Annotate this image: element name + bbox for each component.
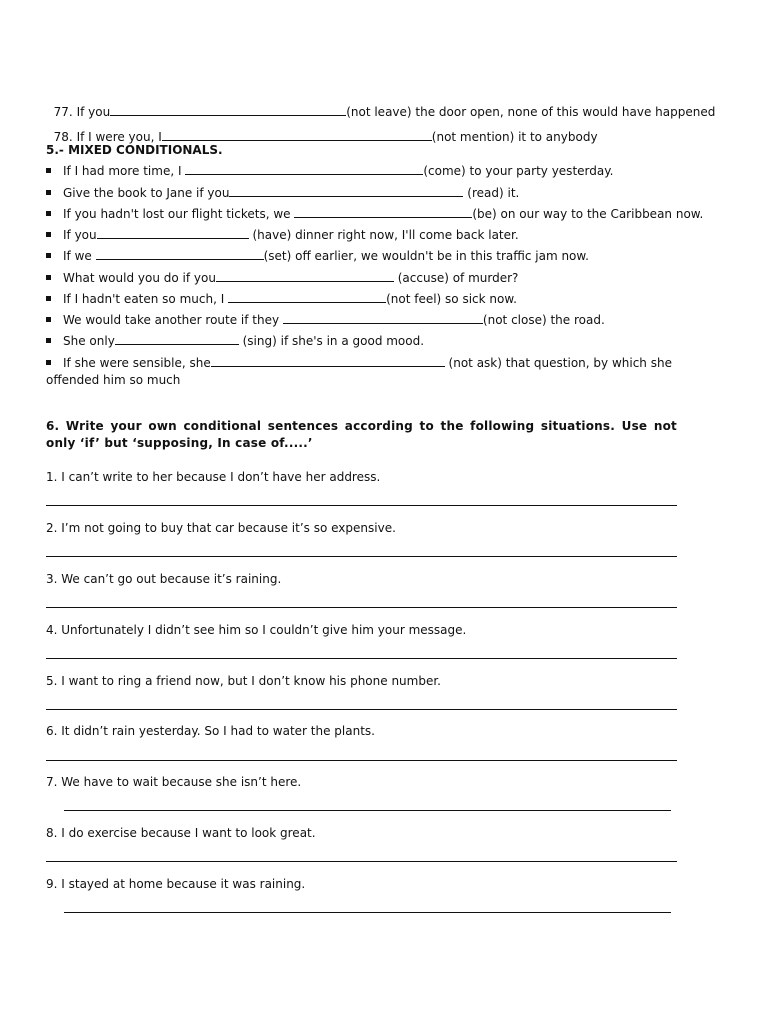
section-5-heading: 5.- MIXED CONDITIONALS.: [46, 143, 223, 157]
answer-blank[interactable]: [96, 248, 264, 260]
answer-line-1[interactable]: [46, 505, 677, 506]
item-text-after: (come) to your party yesterday.: [423, 164, 614, 178]
answer-blank[interactable]: [294, 206, 472, 218]
answer-line-6[interactable]: [46, 760, 677, 761]
item-text-after: (have) dinner right now, I'll come back later.: [248, 228, 519, 242]
list-item: [46, 333, 424, 349]
item-text-after: (read) it.: [463, 186, 520, 200]
situation-prompt-1: 1. I can’t write to her because I don’t have her address.: [46, 470, 381, 484]
situation-prompt-8: 8. I do exercise because I want to look great.: [46, 826, 316, 840]
answer-blank[interactable]: [115, 333, 239, 345]
item-number: 77.: [53, 105, 73, 119]
list-item: [46, 185, 519, 201]
answer-blank[interactable]: [211, 355, 445, 367]
answer-line-7[interactable]: [64, 810, 671, 811]
list-item: [46, 355, 672, 371]
item-text-after: (not ask) that question, by which she: [444, 356, 672, 370]
list-item-continuation: offended him so much: [46, 373, 181, 387]
list-item: [46, 206, 703, 222]
item-text-before: If you: [76, 105, 111, 119]
situation-prompt-2: 2. I’m not going to buy that car because it’s so expensive.: [46, 521, 396, 535]
situation-prompt-5: 5. I want to ring a friend now, but I don’t know his phone number.: [46, 674, 441, 688]
list-item: [46, 163, 613, 179]
bullet-icon: [46, 317, 51, 322]
item-text-before: What would you do if you: [63, 271, 216, 285]
item-text-after: (not mention) it to anybody: [431, 130, 598, 144]
bullet-icon: [46, 211, 51, 216]
situation-prompt-4: 4. Unfortunately I didn’t see him so I couldn’t give him your message.: [46, 623, 467, 637]
item-text-before: Give the book to Jane if you: [63, 186, 230, 200]
item-text-after: (not feel) so sick now.: [386, 292, 517, 306]
item-text-before: If I were you, I: [76, 130, 162, 144]
answer-line-8[interactable]: [46, 861, 677, 862]
list-item: [46, 227, 519, 243]
exercise-item-78: [46, 113, 598, 145]
item-text-before: If you: [63, 228, 97, 242]
section-6-instruction: 6. Write your own conditional sentences according to the following situations. Use not only ‘if’ but ‘supposing, In case of.....’: [46, 419, 677, 450]
item-text-before: We would take another route if they: [63, 313, 283, 327]
answer-blank[interactable]: [97, 227, 249, 239]
bullet-icon: [46, 296, 51, 301]
answer-blank[interactable]: [162, 129, 432, 141]
answer-blank[interactable]: [185, 163, 423, 175]
item-text-after: (be) on our way to the Caribbean now.: [472, 207, 704, 221]
item-text-before: She only: [63, 334, 115, 348]
list-item: [46, 312, 605, 328]
item-text-after: (not leave) the door open, none of this would have happened: [346, 105, 716, 119]
answer-blank[interactable]: [283, 312, 483, 324]
answer-blank[interactable]: [228, 291, 386, 303]
bullet-icon: [46, 232, 51, 237]
situation-prompt-9: 9. I stayed at home because it was raining.: [46, 877, 306, 891]
item-number: 78.: [53, 130, 73, 144]
item-text-before: If we: [63, 249, 96, 263]
answer-blank[interactable]: [216, 270, 394, 282]
bullet-icon: [46, 190, 51, 195]
item-text-after: (sing) if she's in a good mood.: [238, 334, 425, 348]
answer-line-2[interactable]: [46, 556, 677, 557]
situation-prompt-6: 6. It didn’t rain yesterday. So I had to water the plants.: [46, 724, 375, 738]
answer-blank[interactable]: [229, 185, 463, 197]
situation-prompt-7: 7. We have to wait because she isn’t here.: [46, 775, 302, 789]
item-text-after: (not close) the road.: [482, 313, 605, 327]
bullet-icon: [46, 338, 51, 343]
answer-line-4[interactable]: [46, 658, 677, 659]
item-text-after: (set) off earlier, we wouldn't be in this traffic jam now.: [263, 249, 589, 263]
list-item: [46, 270, 518, 286]
situation-prompt-3: 3. We can’t go out because it’s raining.: [46, 572, 282, 586]
list-item: [46, 291, 517, 307]
item-text-before: If you hadn't lost our flight tickets, we: [63, 207, 295, 221]
bullet-icon: [46, 168, 51, 173]
item-text-after: (accuse) of murder?: [393, 271, 519, 285]
bullet-icon: [46, 275, 51, 280]
bullet-icon: [46, 253, 51, 258]
bullet-icon: [46, 360, 51, 365]
answer-line-5[interactable]: [46, 709, 677, 710]
item-text-before: If I hadn't eaten so much, I: [63, 292, 229, 306]
answer-line-3[interactable]: [46, 607, 677, 608]
list-item: [46, 248, 589, 264]
item-text-before: If I had more time, I: [63, 164, 186, 178]
item-text-before: If she were sensible, she: [63, 356, 211, 370]
answer-line-9[interactable]: [64, 912, 671, 913]
